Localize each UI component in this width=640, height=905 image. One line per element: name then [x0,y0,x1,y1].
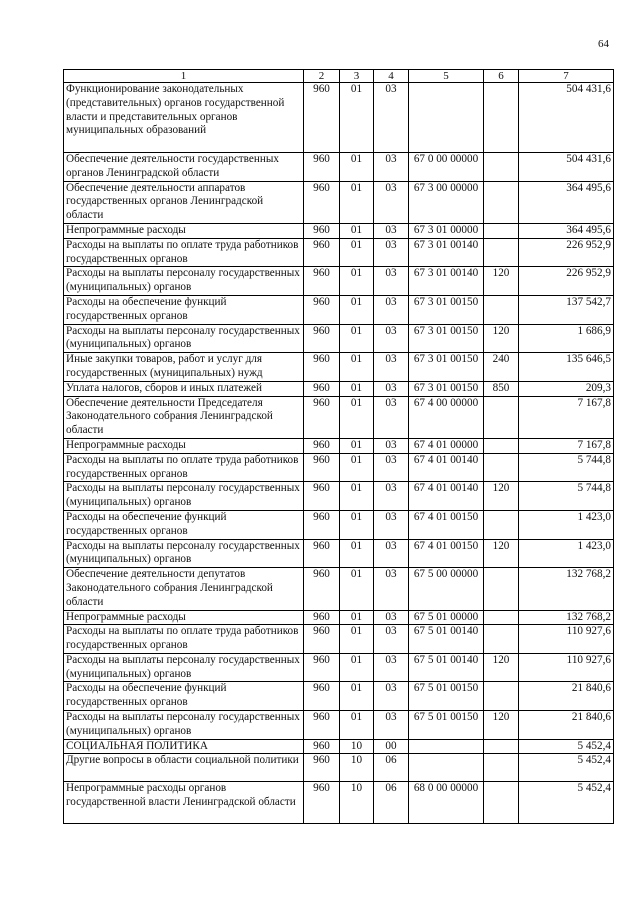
row-c7-cell: 7 167,8 [519,396,614,438]
row-c5-cell [409,739,484,754]
row-c7-cell: 1 423,0 [519,539,614,568]
row-c4-cell: 03 [374,324,409,353]
row-c7-cell: 5 452,4 [519,739,614,754]
row-c4-cell: 03 [374,482,409,511]
table-row [64,610,614,625]
row-c2-cell: 960 [304,782,340,824]
row-c2-cell: 960 [304,539,340,568]
row-c6-cell [484,396,519,438]
row-c4-cell: 03 [374,181,409,223]
row-c5-cell: 67 3 01 00150 [409,381,484,396]
row-name-cell: Иные закупки товаров, работ и услуг для государственных (муниципальных) нужд [64,353,304,382]
row-c2-cell: 960 [304,610,340,625]
column-header: 5 [409,70,484,83]
row-c3-cell: 01 [340,453,374,482]
row-c5-cell: 67 3 01 00000 [409,223,484,238]
row-c6-cell [484,453,519,482]
row-c3-cell: 01 [340,223,374,238]
row-c4-cell: 03 [374,653,409,682]
row-c5-cell [409,83,484,153]
row-c3-cell: 01 [340,83,374,153]
row-name-cell: Расходы на выплаты персоналу государственных (муниципальных) органов [64,267,304,296]
row-c2-cell: 960 [304,223,340,238]
row-c5-cell: 67 5 01 00000 [409,610,484,625]
row-c3-cell: 01 [340,396,374,438]
row-c3-cell: 01 [340,295,374,324]
column-header: 1 [64,70,304,83]
row-c3-cell: 01 [340,711,374,740]
table-row [64,353,614,382]
row-c3-cell: 01 [340,353,374,382]
row-c2-cell: 960 [304,625,340,654]
row-c5-cell: 67 4 01 00000 [409,438,484,453]
row-c5-cell: 67 4 01 00140 [409,482,484,511]
table-row [64,83,614,153]
row-name-cell: Расходы на выплаты персоналу государственных (муниципальных) органов [64,482,304,511]
row-c2-cell: 960 [304,267,340,296]
row-c6-cell [484,568,519,610]
row-c4-cell: 03 [374,625,409,654]
row-c2-cell: 960 [304,653,340,682]
table-row [64,181,614,223]
row-c2-cell: 960 [304,396,340,438]
row-c6-cell: 120 [484,482,519,511]
row-c3-cell: 01 [340,381,374,396]
row-c6-cell: 850 [484,381,519,396]
row-c6-cell: 120 [484,324,519,353]
row-c6-cell [484,625,519,654]
row-c7-cell: 110 927,6 [519,625,614,654]
row-c4-cell: 03 [374,568,409,610]
row-c5-cell: 67 3 01 00140 [409,238,484,267]
row-name-cell: Обеспечение деятельности государственных органов Ленинградской области [64,153,304,182]
row-c2-cell: 960 [304,238,340,267]
row-c4-cell: 03 [374,238,409,267]
table-row [64,238,614,267]
row-c2-cell: 960 [304,510,340,539]
table-row [64,739,614,754]
row-name-cell: Непрограммные расходы [64,610,304,625]
row-c4-cell: 03 [374,453,409,482]
row-c4-cell: 06 [374,754,409,782]
row-c4-cell: 03 [374,353,409,382]
row-c7-cell: 5 452,4 [519,754,614,782]
row-c6-cell [484,295,519,324]
row-name-cell: Функционирование законодательных (представительных) органов государственной власти и представительных органов муниципальных образований [64,83,304,153]
header-row [64,70,614,83]
row-name-cell: Непрограммные расходы органов государственной власти Ленинградской области [64,782,304,824]
row-c7-cell: 137 542,7 [519,295,614,324]
table-row [64,438,614,453]
row-c5-cell: 67 5 01 00150 [409,711,484,740]
table-row [64,754,614,782]
row-c3-cell: 01 [340,438,374,453]
row-c3-cell: 01 [340,324,374,353]
row-c5-cell: 67 5 00 00000 [409,568,484,610]
row-c4-cell: 00 [374,739,409,754]
row-c6-cell [484,510,519,539]
row-c6-cell: 120 [484,711,519,740]
row-c4-cell: 03 [374,381,409,396]
row-c6-cell [484,238,519,267]
row-c4-cell: 03 [374,153,409,182]
row-c7-cell: 364 495,6 [519,181,614,223]
row-c3-cell: 10 [340,782,374,824]
row-c4-cell: 06 [374,782,409,824]
table-row [64,324,614,353]
row-c7-cell: 21 840,6 [519,682,614,711]
row-c7-cell: 504 431,6 [519,83,614,153]
row-name-cell: Обеспечение деятельности аппаратов государственных органов Ленинградской области [64,181,304,223]
row-c7-cell: 364 495,6 [519,223,614,238]
row-c6-cell: 120 [484,539,519,568]
table-row [64,653,614,682]
row-c4-cell: 03 [374,295,409,324]
row-c7-cell: 135 646,5 [519,353,614,382]
row-c6-cell [484,181,519,223]
row-c7-cell: 110 927,6 [519,653,614,682]
row-c3-cell: 01 [340,539,374,568]
row-name-cell: Расходы на выплаты персоналу государственных (муниципальных) органов [64,324,304,353]
page-number: 64 [598,38,609,50]
row-name-cell: Расходы на выплаты по оплате труда работников государственных органов [64,453,304,482]
row-c3-cell: 01 [340,153,374,182]
row-c2-cell: 960 [304,711,340,740]
row-c5-cell: 67 3 01 00150 [409,324,484,353]
table-row [64,453,614,482]
row-c7-cell: 504 431,6 [519,153,614,182]
row-c2-cell: 960 [304,83,340,153]
row-c4-cell: 03 [374,396,409,438]
row-c3-cell: 01 [340,238,374,267]
table-row [64,295,614,324]
row-c3-cell: 01 [340,181,374,223]
row-c5-cell: 67 4 01 00150 [409,539,484,568]
row-name-cell: Расходы на выплаты персоналу государственных (муниципальных) органов [64,711,304,740]
row-c2-cell: 960 [304,324,340,353]
row-c7-cell: 5 744,8 [519,453,614,482]
row-name-cell: Непрограммные расходы [64,223,304,238]
row-c7-cell: 132 768,2 [519,610,614,625]
row-c6-cell [484,223,519,238]
row-c5-cell: 67 5 01 00150 [409,682,484,711]
row-c7-cell: 21 840,6 [519,711,614,740]
row-c4-cell: 03 [374,267,409,296]
table-row [64,267,614,296]
row-c3-cell: 01 [340,482,374,511]
row-c3-cell: 01 [340,267,374,296]
row-c7-cell: 226 952,9 [519,267,614,296]
row-name-cell: Обеспечение деятельности Председателя Законодательного собрания Ленинградской области [64,396,304,438]
row-c2-cell: 960 [304,754,340,782]
row-c2-cell: 960 [304,482,340,511]
row-c2-cell: 960 [304,353,340,382]
row-c6-cell [484,754,519,782]
row-c4-cell: 03 [374,438,409,453]
row-name-cell: Непрограммные расходы [64,438,304,453]
row-c6-cell: 120 [484,653,519,682]
column-header: 6 [484,70,519,83]
row-c2-cell: 960 [304,381,340,396]
row-c3-cell: 01 [340,568,374,610]
row-c7-cell: 132 768,2 [519,568,614,610]
row-name-cell: Расходы на обеспечение функций государственных органов [64,682,304,711]
row-c6-cell: 120 [484,267,519,296]
row-c7-cell: 226 952,9 [519,238,614,267]
row-name-cell: Другие вопросы в области социальной политики [64,754,304,782]
row-c2-cell: 960 [304,453,340,482]
row-c4-cell: 03 [374,711,409,740]
row-c5-cell: 67 3 01 00150 [409,353,484,382]
row-c3-cell: 10 [340,754,374,782]
row-c7-cell: 7 167,8 [519,438,614,453]
table-row [64,396,614,438]
table-row [64,568,614,610]
row-c4-cell: 03 [374,682,409,711]
row-c6-cell [484,782,519,824]
row-c5-cell: 67 4 01 00150 [409,510,484,539]
row-name-cell: СОЦИАЛЬНАЯ ПОЛИТИКА [64,739,304,754]
row-c6-cell [484,438,519,453]
table-body [64,83,614,824]
row-c3-cell: 01 [340,610,374,625]
row-c2-cell: 960 [304,438,340,453]
row-name-cell: Расходы на обеспечение функций государственных органов [64,295,304,324]
table-row [64,782,614,824]
row-c4-cell: 03 [374,539,409,568]
row-c6-cell: 240 [484,353,519,382]
row-c5-cell [409,754,484,782]
row-c5-cell: 67 3 01 00150 [409,295,484,324]
row-c5-cell: 67 3 01 00140 [409,267,484,296]
row-c3-cell: 01 [340,653,374,682]
row-c7-cell: 5 452,4 [519,782,614,824]
row-name-cell: Расходы на выплаты по оплате труда работников государственных органов [64,625,304,654]
table-row [64,510,614,539]
row-c3-cell: 01 [340,682,374,711]
row-c5-cell: 67 4 01 00140 [409,453,484,482]
row-c7-cell: 1 686,9 [519,324,614,353]
row-c5-cell: 67 0 00 00000 [409,153,484,182]
table-row [64,625,614,654]
row-name-cell: Расходы на выплаты персоналу государственных (муниципальных) органов [64,653,304,682]
row-c6-cell [484,153,519,182]
row-c2-cell: 960 [304,682,340,711]
budget-table [63,69,614,824]
row-c7-cell: 5 744,8 [519,482,614,511]
column-header: 2 [304,70,340,83]
row-c7-cell: 209,3 [519,381,614,396]
row-c4-cell: 03 [374,610,409,625]
row-c6-cell [484,682,519,711]
table-header [64,70,614,83]
table-row [64,682,614,711]
row-name-cell: Расходы на выплаты персоналу государственных (муниципальных) органов [64,539,304,568]
table-row [64,223,614,238]
row-c4-cell: 03 [374,83,409,153]
row-name-cell: Расходы на выплаты по оплате труда работников государственных органов [64,238,304,267]
row-c2-cell: 960 [304,739,340,754]
row-name-cell: Расходы на обеспечение функций государственных органов [64,510,304,539]
row-c5-cell: 67 4 00 00000 [409,396,484,438]
row-c5-cell: 67 3 00 00000 [409,181,484,223]
table-row [64,381,614,396]
row-c6-cell [484,610,519,625]
row-c3-cell: 10 [340,739,374,754]
column-header: 3 [340,70,374,83]
table-row [64,153,614,182]
table-row [64,539,614,568]
row-c5-cell: 67 5 01 00140 [409,653,484,682]
row-c3-cell: 01 [340,510,374,539]
row-c2-cell: 960 [304,295,340,324]
row-c5-cell: 67 5 01 00140 [409,625,484,654]
row-c3-cell: 01 [340,625,374,654]
table-row [64,711,614,740]
row-c6-cell [484,739,519,754]
column-header: 4 [374,70,409,83]
column-header: 7 [519,70,614,83]
row-c4-cell: 03 [374,223,409,238]
row-name-cell: Уплата налогов, сборов и иных платежей [64,381,304,396]
row-c2-cell: 960 [304,568,340,610]
row-name-cell: Обеспечение деятельности депутатов Законодательного собрания Ленинградской области [64,568,304,610]
row-c4-cell: 03 [374,510,409,539]
table-row [64,482,614,511]
row-c5-cell: 68 0 00 00000 [409,782,484,824]
row-c2-cell: 960 [304,153,340,182]
row-c7-cell: 1 423,0 [519,510,614,539]
row-c6-cell [484,83,519,153]
row-c2-cell: 960 [304,181,340,223]
